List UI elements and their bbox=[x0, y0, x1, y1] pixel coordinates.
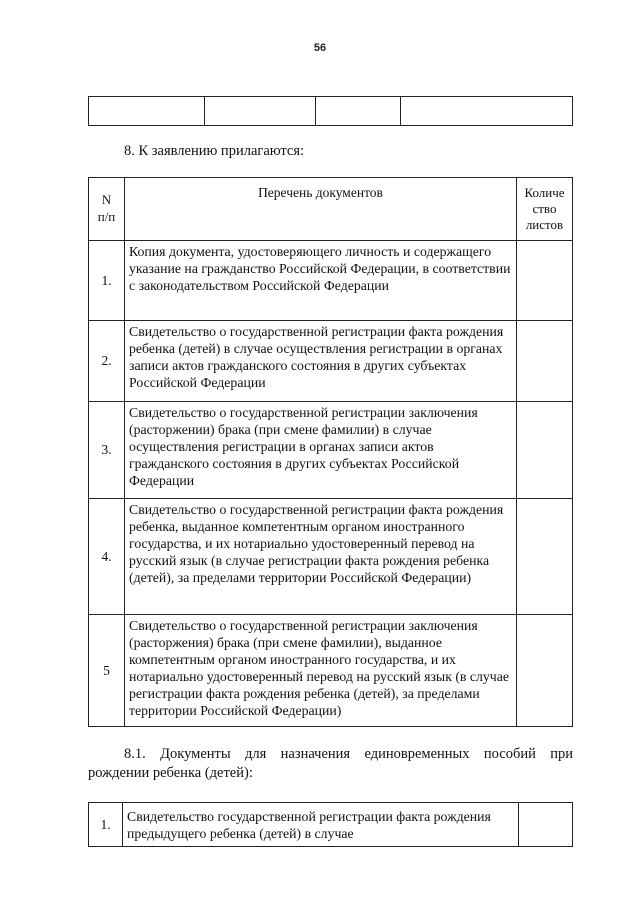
row-quantity bbox=[517, 241, 573, 321]
previous-table-fragment bbox=[88, 96, 573, 126]
table-row bbox=[89, 803, 573, 847]
row-number: 4. bbox=[89, 499, 125, 615]
section-heading: 8. К заявлению прилагаются: bbox=[124, 143, 305, 159]
header-quantity-label: Количе ство листов bbox=[524, 185, 565, 232]
table-cell bbox=[205, 97, 316, 126]
row-document: Свидетельство о государственной регистрации факта рождения ребенка, выданное компетентным органом иностранного государства, и их нотариально удостоверенный перевод на русский язык (в случае регистрации факта рождения ребенка (детей), за пределами территории Российской Федерации) bbox=[125, 499, 517, 615]
row-number: 5 bbox=[89, 615, 125, 727]
table-cell bbox=[401, 97, 573, 126]
table-cell bbox=[89, 97, 205, 126]
table-row bbox=[89, 499, 573, 615]
row-number: 2. bbox=[89, 321, 125, 402]
table-row bbox=[89, 321, 573, 402]
row-number: 1. bbox=[89, 241, 125, 321]
row-quantity bbox=[517, 402, 573, 499]
table-row bbox=[89, 402, 573, 499]
row-document: Копия документа, удостоверяющего личность и содержащего указание на гражданство Российской Федерации, в соответствии с законодательством Российской Федерации bbox=[125, 241, 517, 321]
row-document: Свидетельство о государственной регистрации заключения (расторжения) брака (при смене фамилии), выданное компетентным органом иностранного государства, и их нотариально удостоверенный перевод на русский язык (в случае регистрации факта рождения ребенка (детей), за пределами территории Российской Федерации) bbox=[125, 615, 517, 727]
row-document: Свидетельство о государственной регистрации факта рождения ребенка (детей) в случае осуществления регистрации в органах записи актов гражданского состояния в других субъектах Российской Федерации bbox=[125, 321, 517, 402]
header-number-label: N п/п bbox=[97, 192, 116, 224]
table-row bbox=[89, 241, 573, 321]
page-number: 56 bbox=[313, 42, 327, 54]
row-quantity bbox=[519, 803, 573, 847]
birth-benefit-documents-table bbox=[88, 802, 573, 847]
documents-table bbox=[88, 177, 573, 727]
row-quantity bbox=[517, 499, 573, 615]
table-header-row bbox=[89, 178, 573, 241]
table-row bbox=[89, 615, 573, 727]
row-document: Свидетельство государственной регистрации факта рождения предыдущего ребенка (детей) в случае bbox=[123, 803, 519, 847]
row-number: 3. bbox=[89, 402, 125, 499]
row-document: Свидетельство о государственной регистрации заключения (расторжении) брака (при смене фамилии) в случае осуществления регистрации в органах записи актов гражданского состояния в других субъектах Российской Федерации bbox=[125, 402, 517, 499]
header-quantity bbox=[517, 178, 573, 241]
section-8-1-paragraph: 8.1. Документы для назначения единовременных пособий при рождении ребенка (детей): bbox=[88, 746, 573, 781]
row-number: 1. bbox=[89, 803, 123, 847]
header-documents: Перечень документов bbox=[125, 178, 517, 241]
row-quantity bbox=[517, 321, 573, 402]
table-cell bbox=[316, 97, 401, 126]
row-quantity bbox=[517, 615, 573, 727]
header-number bbox=[89, 178, 125, 241]
